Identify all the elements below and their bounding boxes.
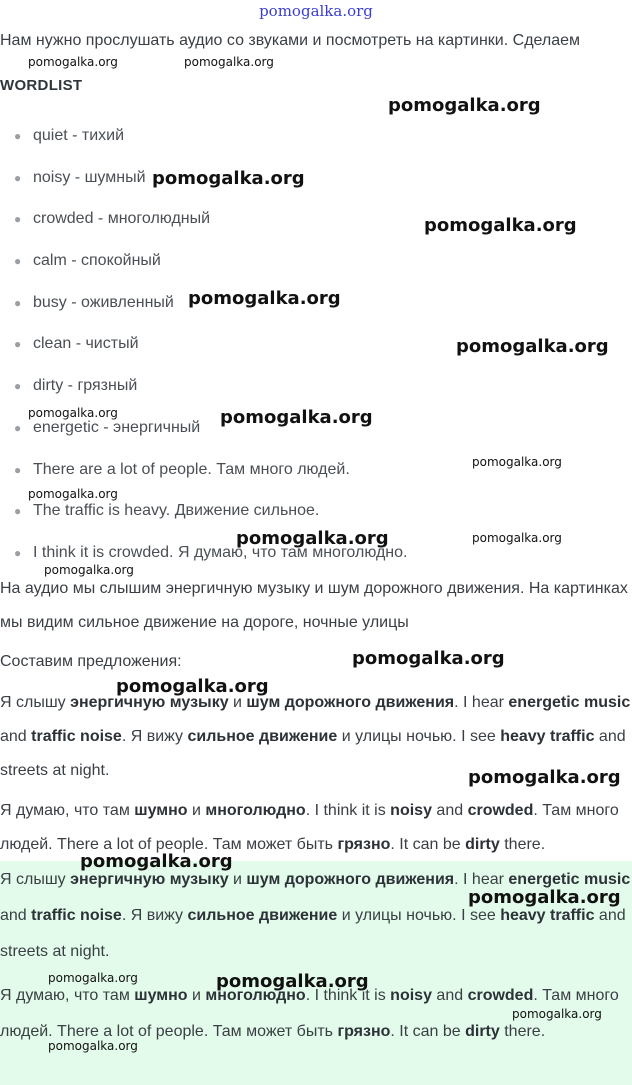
watermark: pomogalka.org xyxy=(152,168,305,189)
bullet-icon: ● xyxy=(14,420,22,435)
bullet-icon: ● xyxy=(14,462,22,477)
watermark: pomogalka.org xyxy=(512,1007,602,1021)
watermark: pomogalka.org xyxy=(28,55,118,69)
list-item: ● busy - оживленный xyxy=(0,292,407,334)
watermark: pomogalka.org xyxy=(216,971,369,992)
bullet-icon: ● xyxy=(14,212,22,227)
watermark: pomogalka.org xyxy=(456,336,609,357)
watermark: pomogalka.org xyxy=(48,1039,138,1053)
word-list xyxy=(0,125,407,584)
watermark: pomogalka.org xyxy=(28,487,118,501)
watermark: pomogalka.org xyxy=(80,851,233,872)
watermark: pomogalka.org xyxy=(44,563,134,577)
list-item: ● energetic - энергичный xyxy=(0,417,407,459)
bullet-icon: ● xyxy=(14,254,22,269)
list-item: ● quiet - тихий xyxy=(0,125,407,167)
watermark: pomogalka.org xyxy=(424,215,577,236)
watermark: pomogalka.org xyxy=(116,676,269,697)
bullet-icon: ● xyxy=(14,379,22,394)
watermark: pomogalka.org xyxy=(48,971,138,985)
watermark: pomogalka.org xyxy=(184,55,274,69)
watermark: pomogalka.org xyxy=(188,288,341,309)
list-item: ● calm - спокойный xyxy=(0,250,407,292)
bullet-icon: ● xyxy=(14,170,22,185)
site-header[interactable]: pomogalka.org xyxy=(259,2,373,20)
watermark: pomogalka.org xyxy=(468,767,621,788)
watermark: pomogalka.org xyxy=(236,528,389,549)
bullet-icon: ● xyxy=(14,504,22,519)
wordlist-title: WORDLIST xyxy=(0,77,83,94)
answer-sentence-think: Я думаю, что там шумно и многолюдно. I think it is noisy and crowded. Там много людей. There a lot of people. Там может быть грязно. It can be dirty there. xyxy=(0,987,619,1040)
watermark: pomogalka.org xyxy=(28,406,118,420)
bullet-icon: ● xyxy=(14,545,22,560)
watermark: pomogalka.org xyxy=(388,95,541,116)
watermark: pomogalka.org xyxy=(352,648,505,669)
list-item: ● crowded - многолюдный xyxy=(0,208,407,250)
watermark: pomogalka.org xyxy=(472,531,562,545)
list-item: ● I think it is crowded. Я думаю, что там многолюдно. xyxy=(0,542,407,584)
sentence-hear: Я слышу энергичную музыку и шум дорожного движения. I hear energetic music and traffic noise. Я вижу сильное движение и улицы ночью. I see heavy traffic and streets at night. xyxy=(0,694,631,779)
list-item: ● dirty - грязный xyxy=(0,375,407,417)
make-sentences-label: Составим предложения: xyxy=(0,653,182,670)
bullet-icon: ● xyxy=(14,337,22,352)
list-item: ● clean - чистый xyxy=(0,333,407,375)
list-item: ● There are a lot of people. Там много людей. xyxy=(0,459,407,501)
watermark: pomogalka.org xyxy=(468,887,621,908)
answer-sentence-hear: Я слышу энергичную музыку и шум дорожного движения. I hear energetic music and traffic noise. Я вижу сильное движение и улицы ночью. I see heavy traffic and streets at night. xyxy=(0,871,631,960)
watermark: pomogalka.org xyxy=(472,455,562,469)
bullet-icon: ● xyxy=(14,129,22,143)
list-item: ● noisy - шумный xyxy=(0,167,407,209)
bullet-icon: ● xyxy=(14,295,22,310)
audio-description: На аудио мы слышим энергичную музыку и шум дорожного движения. На картинках мы видим сильное движение на дороге, ночные улицы xyxy=(0,580,628,631)
list-item: ● The traffic is heavy. Движение сильное. xyxy=(0,500,407,542)
watermark: pomogalka.org xyxy=(220,407,373,428)
intro-text: Нам нужно прослушать аудио со звуками и посмотреть на картинки. Сделаем xyxy=(0,32,581,49)
sentence-think: Я думаю, что там шумно и многолюдно. I think it is noisy and crowded. Там много людей. There a lot of people. Там может быть грязно. It can be dirty there. xyxy=(0,802,619,853)
